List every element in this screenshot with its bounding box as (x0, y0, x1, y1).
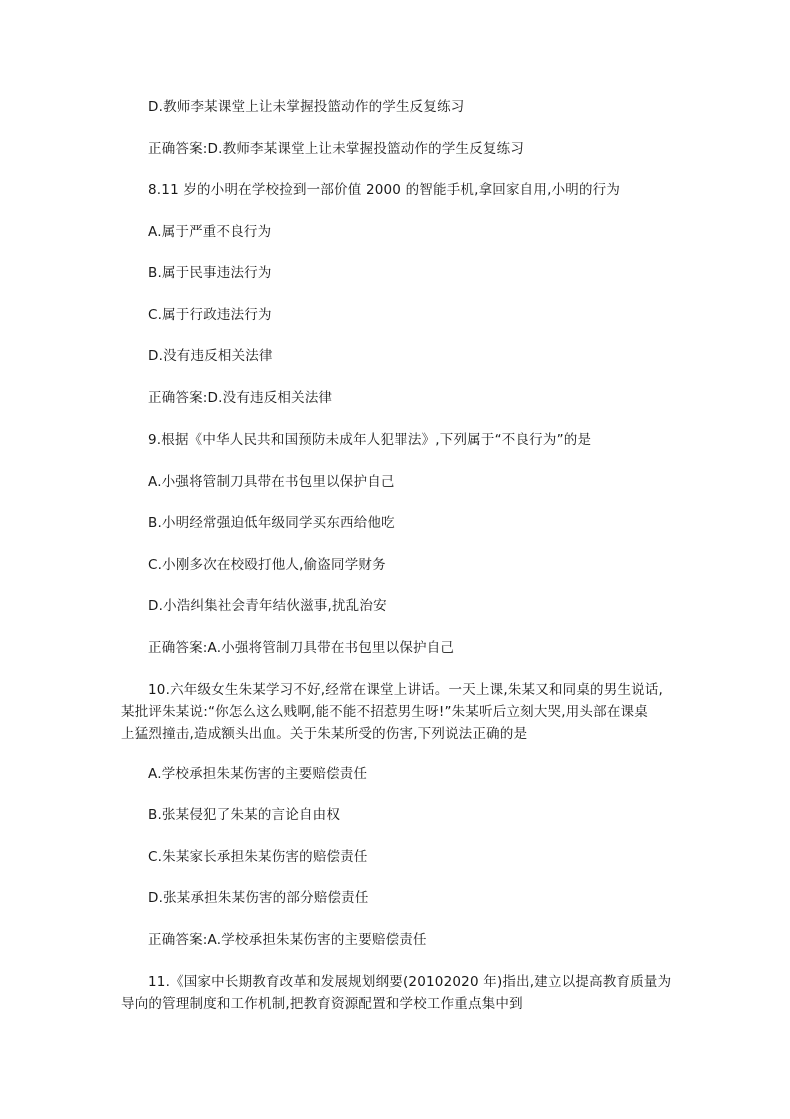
q9-option-a: A.小强将管制刀具带在书包里以保护自己 (148, 474, 395, 490)
q8-answer: 正确答案:D.没有违反相关法律 (148, 390, 333, 406)
q11-question-line-2: 导向的管理制度和工作机制,把教育资源配置和学校工作重点集中到 (121, 996, 523, 1012)
q11-question-line-1: 11.《国家中长期教育改革和发展规划纲要(20102020 年)指出,建立以提高教育质量为 (148, 974, 672, 990)
q8-option-a: A.属于严重不良行为 (148, 224, 272, 240)
q8-option-c: C.属于行政违法行为 (148, 307, 272, 323)
q7-answer: 正确答案:D.教师李某课堂上让未掌握投篮动作的学生反复练习 (148, 141, 525, 157)
q8-option-b: B.属于民事违法行为 (148, 265, 272, 281)
q10-option-d: D.张某承担朱某伤害的部分赔偿责任 (148, 890, 369, 906)
q10-option-c: C.朱某家长承担朱某伤害的赔偿责任 (148, 849, 368, 865)
q9-option-b: B.小明经常强迫低年级同学买东西给他吃 (148, 515, 395, 531)
q10-question-line-3: 上猛烈撞击,造成额头出血。关于朱某所受的伤害,下列说法正确的是 (121, 726, 528, 742)
q10-option-b: B.张某侵犯了朱某的言论自由权 (148, 807, 341, 823)
q10-answer: 正确答案:A.学校承担朱某伤害的主要赔偿责任 (148, 932, 427, 948)
q9-option-d: D.小浩纠集社会青年结伙滋事,扰乱治安 (148, 598, 387, 614)
q8-option-d: D.没有违反相关法律 (148, 348, 273, 364)
q7-option-d: D.教师李某课堂上让未掌握投篮动作的学生反复练习 (148, 99, 465, 115)
q10-question-line-2: 某批评朱某说:“你怎么这么贱啊,能不能不招惹男生呀!”朱某听后立刻大哭,用头部在课桌 (121, 704, 648, 720)
q9-answer: 正确答案:A.小强将管制刀具带在书包里以保护自己 (148, 640, 455, 656)
q9-option-c: C.小刚多次在校殴打他人,偷盗同学财务 (148, 557, 386, 573)
q8-question: 8.11 岁的小明在学校捡到一部价值 2000 的智能手机,拿回家自用,小明的行为 (148, 182, 621, 198)
q10-question-line-1: 10.六年级女生朱某学习不好,经常在课堂上讲话。一天上课,朱某又和同桌的男生说话, (148, 682, 664, 698)
q10-option-a: A.学校承担朱某伤害的主要赔偿责任 (148, 766, 368, 782)
q9-question: 9.根据《中华人民共和国预防未成年人犯罪法》,下列属于“不良行为”的是 (148, 432, 592, 448)
